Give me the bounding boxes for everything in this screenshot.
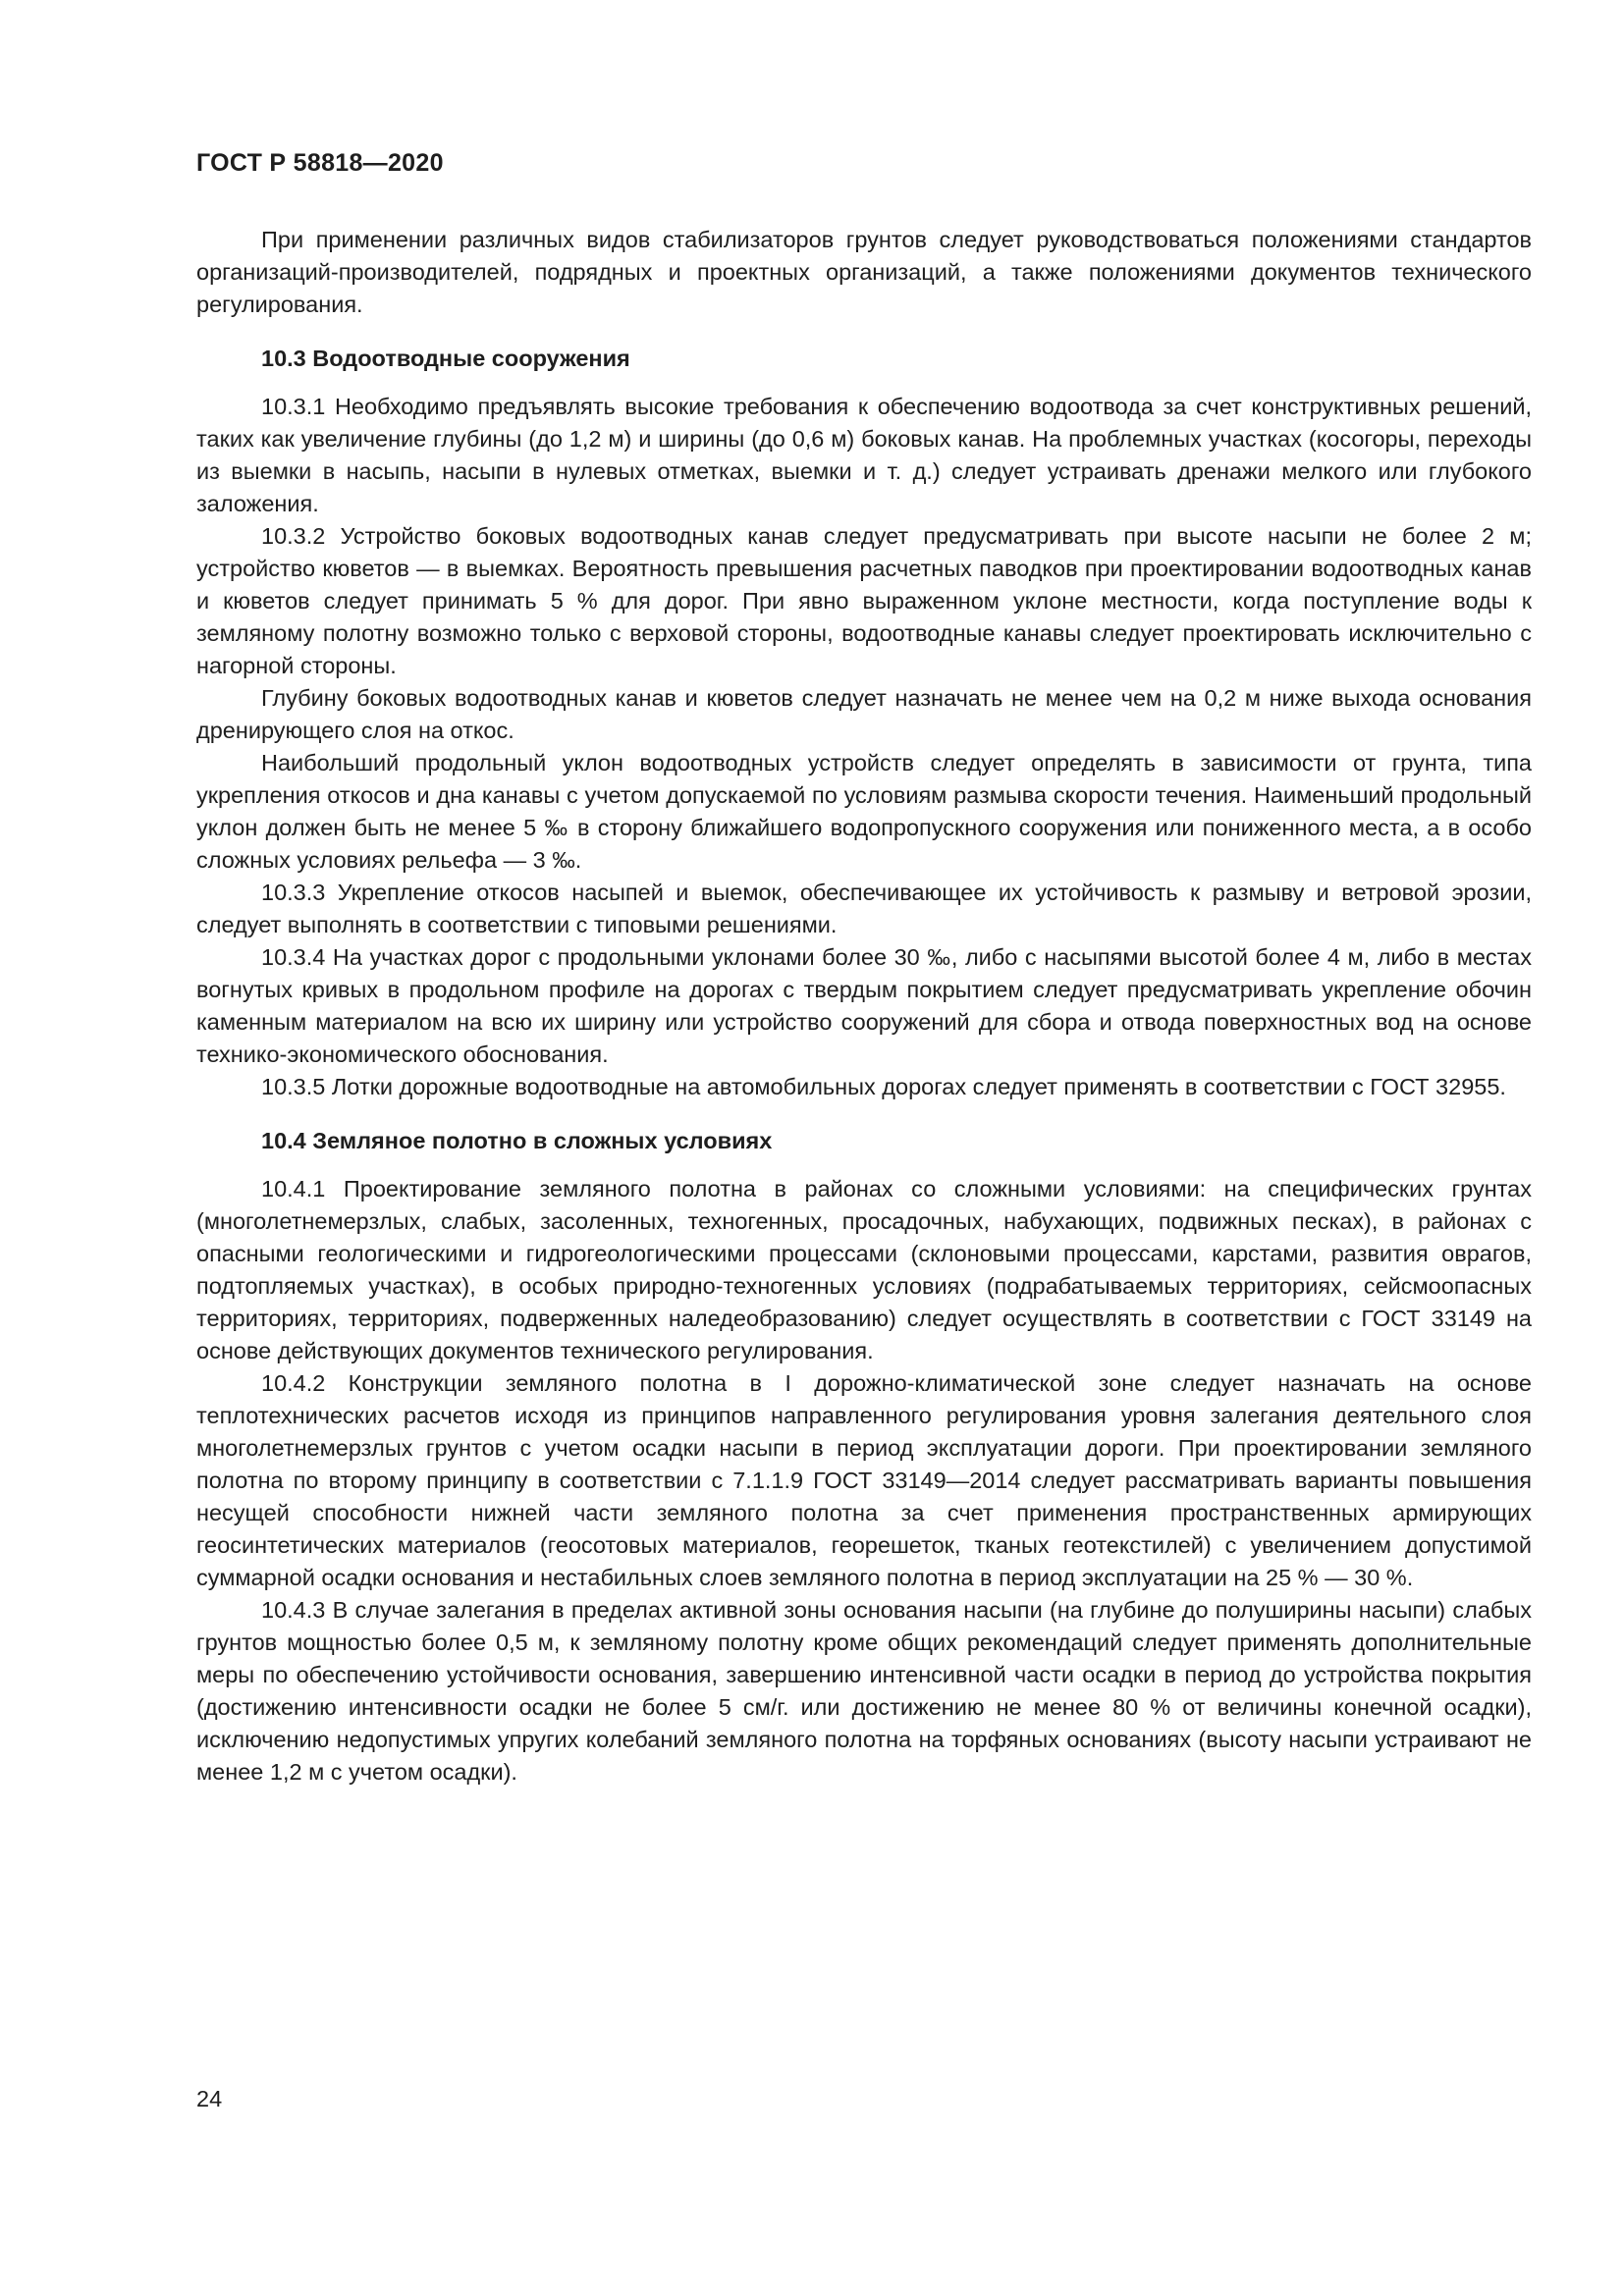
intro-paragraph: При применении различных видов стабилизаторов грунтов следует руководствоваться положениями стандартов организаций-производителей, подрядных и проектных организаций, а также положениями документов технического регулирования.: [196, 227, 1532, 317]
section-heading-10-3: 10.3 Водоотводные сооружения: [261, 346, 630, 371]
section-heading-10-4: 10.4 Земляное полотно в сложных условиях: [261, 1128, 773, 1153]
paragraph-10-4-2: 10.4.2 Конструкции земляного полотна в I дорожно-климатической зоне следует назначать на основе теплотехнических расчетов исходя из принципов направленного регулирования уровня залегания деятельного слоя многолетнемерзлых грунтов с учетом осадки насыпи в период эксплуатации дороги. При проектировании земляного полотна по второму принципу в соответствии с 7.1.1.9 ГОСТ 33149—2014 следует рассматривать варианты повышения несущей способности нижней части земляного полотна за счет применения пространственных армирующих геосинтетических материалов (геосотовых материалов, георешеток, тканых геотекстилей) с увеличением допустимой суммарной осадки основания и нестабильных слоев земляного полотна в период эксплуатации на 25 % — 30 %.: [196, 1370, 1532, 1590]
paragraph-10-3-5: 10.3.5 Лотки дорожные водоотводные на автомобильных дорогах следует применять в соответствии с ГОСТ 32955.: [261, 1074, 1506, 1099]
paragraph-10-3-2: 10.3.2 Устройство боковых водоотводных канав следует предусматривать при высоте насыпи не более 2 м; устройство кюветов — в выемках. Вероятность превышения расчетных паводков при проектировании водоотводных канав и кюветов следует принимать 5 % для дорог. При явно выраженном уклоне местности, когда поступление воды к земляному полотну возможно только с верховой стороны, водоотводные канавы следует проектировать исключительно с нагорной стороны.: [196, 523, 1532, 678]
paragraph-ditch-depth: Глубину боковых водоотводных канав и кюветов следует назначать не менее чем на 0,2 м ниже выхода основания дренирующего слоя на откос.: [196, 685, 1532, 743]
document-body: [196, 224, 1532, 1789]
paragraph-10-3-3: 10.3.3 Укрепление откосов насыпей и выемок, обеспечивающее их устойчивость к размыву и ветровой эрозии, следует выполнять в соответствии с типовыми решениями.: [196, 880, 1532, 937]
paragraph-10-4-3: 10.4.3 В случае залегания в пределах активной зоны основания насыпи (на глубине до полуширины насыпи) слабых грунтов мощностью более 0,5 м, к земляному полотну кроме общих рекомендаций следует применять дополнительные меры по обеспечению устойчивости основания, завершению интенсивной части осадки в период до устройства покрытия (достижению интенсивности осадки не более 5 см/г. или достижению не менее 80 % от величины конечной осадки), исключению недопустимых упругих колебаний земляного полотна на торфяных основаниях (высоту насыпи устраивают не менее 1,2 м с учетом осадки).: [196, 1597, 1532, 1785]
page-number: 24: [196, 2086, 223, 2111]
paragraph-longitudinal-slope: Наибольший продольный уклон водоотводных устройств следует определять в зависимости от грунта, типа укрепления откосов и дна канавы с учетом допускаемой по условиям размыва скорости течения. Наименьший продольный уклон должен быть не менее 5 ‰ в сторону ближайшего водопропускного сооружения или пониженного места, а в особо сложных условиях рельефа — 3 ‰.: [196, 750, 1532, 873]
document-header-id: ГОСТ Р 58818—2020: [196, 149, 444, 177]
paragraph-10-3-1: 10.3.1 Необходимо предъявлять высокие требования к обеспечению водоотвода за счет конструктивных решений, таких как увеличение глубины (до 1,2 м) и ширины (до 0,6 м) боковых канав. На проблемных участках (косогоры, переходы из выемки в насыпь, насыпи в нулевых отметках, выемки и т. д.) следует устраивать дренажи мелкого или глубокого заложения.: [196, 394, 1532, 516]
paragraph-10-3-4: 10.3.4 На участках дорог с продольными уклонами более 30 ‰, либо с насыпями высотой более 4 м, либо в местах вогнутых кривых в продольном профиле на дорогах с твердым покрытием следует предусматривать укрепление обочин каменным материалом на всю их ширину или устройство сооружений для сбора и отвода поверхностных вод на основе технико-экономического обоснования.: [196, 944, 1532, 1067]
paragraph-10-4-1: 10.4.1 Проектирование земляного полотна в районах со сложными условиями: на специфических грунтах (многолетнемерзлых, слабых, засоленных, техногенных, просадочных, набухающих, подвижных песках), в районах с опасными геологическими и гидрогеологическими процессами (склоновыми процессами, карстами, развития оврагов, подтопляемых участках), в особых природно-техногенных условиях (подрабатываемых территориях, сейсмоопасных территориях, территориях, подверженных наледеобразованию) следует осуществлять в соответствии с ГОСТ 33149 на основе действующих документов технического регулирования.: [196, 1176, 1532, 1363]
